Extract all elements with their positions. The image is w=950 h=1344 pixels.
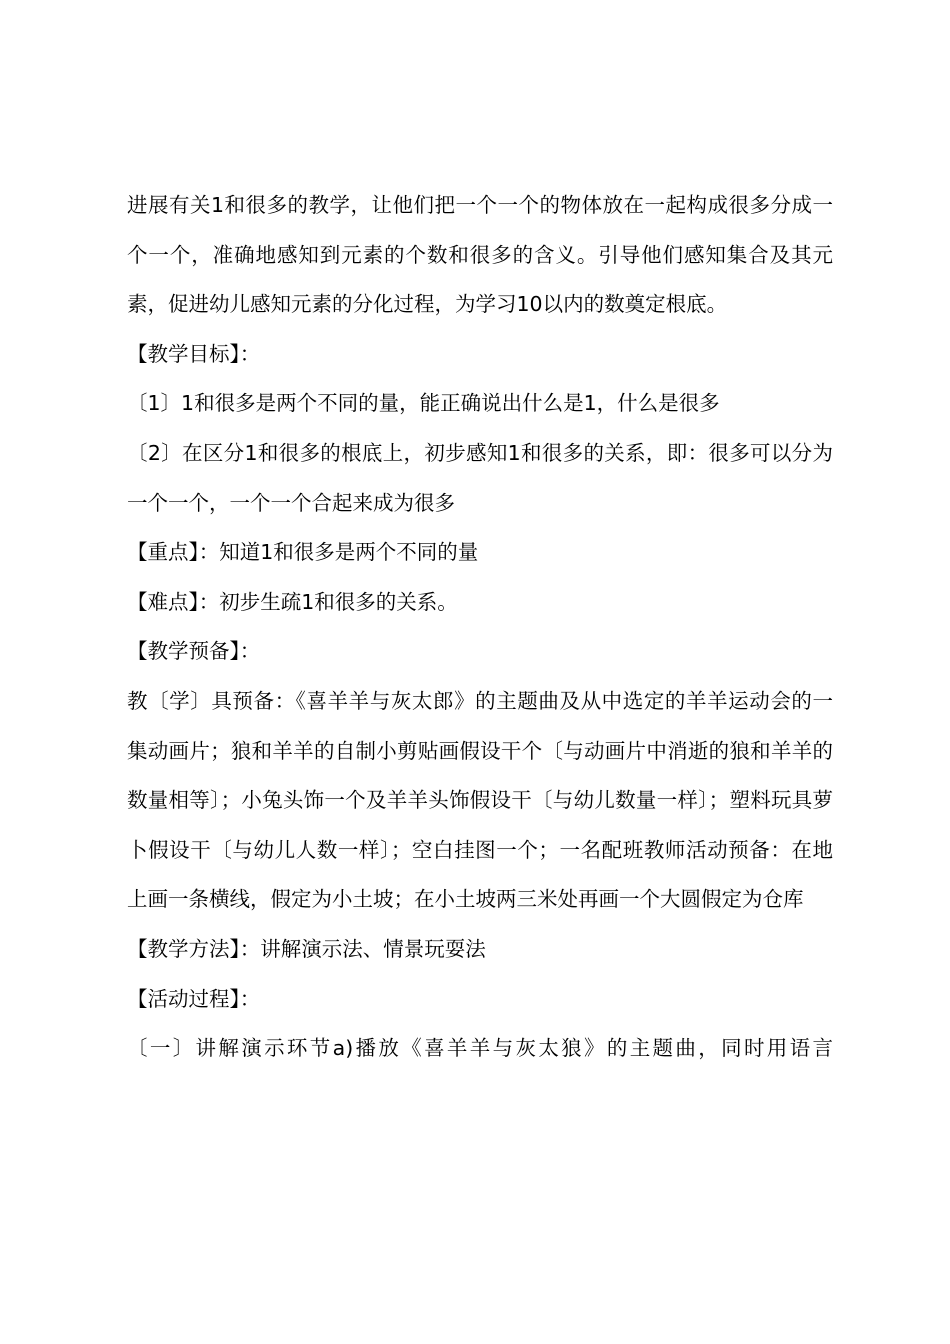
activity-step-1: 〔一〕讲解演示环节a)播放《喜羊羊与灰太狼》的主题曲，同时用语言	[127, 1036, 833, 1061]
teaching-goals-heading: 【教学目标】：	[127, 341, 261, 366]
intro-paragraph: 进展有关1和很多的教学，让他们把一个一个的物体放在一起构成很多分成一个一个，准确地感知到元素的个数和很多的含义。引导他们感知集合及其元素，促进幼儿感知元素的分化过程，为学习10以内的数奠定根底。	[127, 193, 833, 317]
preparation-paragraph: 教〔学〕具预备：《喜羊羊与灰太郎》的主题曲及从中选定的羊羊运动会的一集动画片；狼和羊羊的自制小剪贴画假设干个〔与动画片中消逝的狼和羊羊的数量相等〕；小兔头饰一个及羊羊头饰假设干〔与幼儿数量一样〕；塑料玩具萝卜假设干〔与幼儿人数一样〕；空白挂图一个；一名配班教师活动预备：在地上画一条横线，假定为小土坡；在小土坡两三米处再画一个大圆假定为仓库	[127, 688, 833, 912]
preparation-heading: 【教学预备】：	[127, 639, 261, 664]
goal-item-1: 〔1〕1和很多是两个不同的量，能正确说出什么是1，什么是很多	[127, 391, 720, 416]
key-point-line: 【重点】：知道1和很多是两个不同的量	[127, 540, 479, 565]
activity-process-heading: 【活动过程】：	[127, 986, 261, 1011]
teaching-method-line: 【教学方法】：讲解演示法、情景玩耍法	[127, 936, 486, 961]
document-body	[127, 181, 833, 1074]
difficulty-line: 【难点】：初步生疏1和很多的关系。	[127, 589, 458, 614]
goal-item-2: 〔2〕在区分1和很多的根底上，初步感知1和很多的关系，即：很多可以分为一个一个，一个一个合起来成为很多	[127, 440, 833, 515]
